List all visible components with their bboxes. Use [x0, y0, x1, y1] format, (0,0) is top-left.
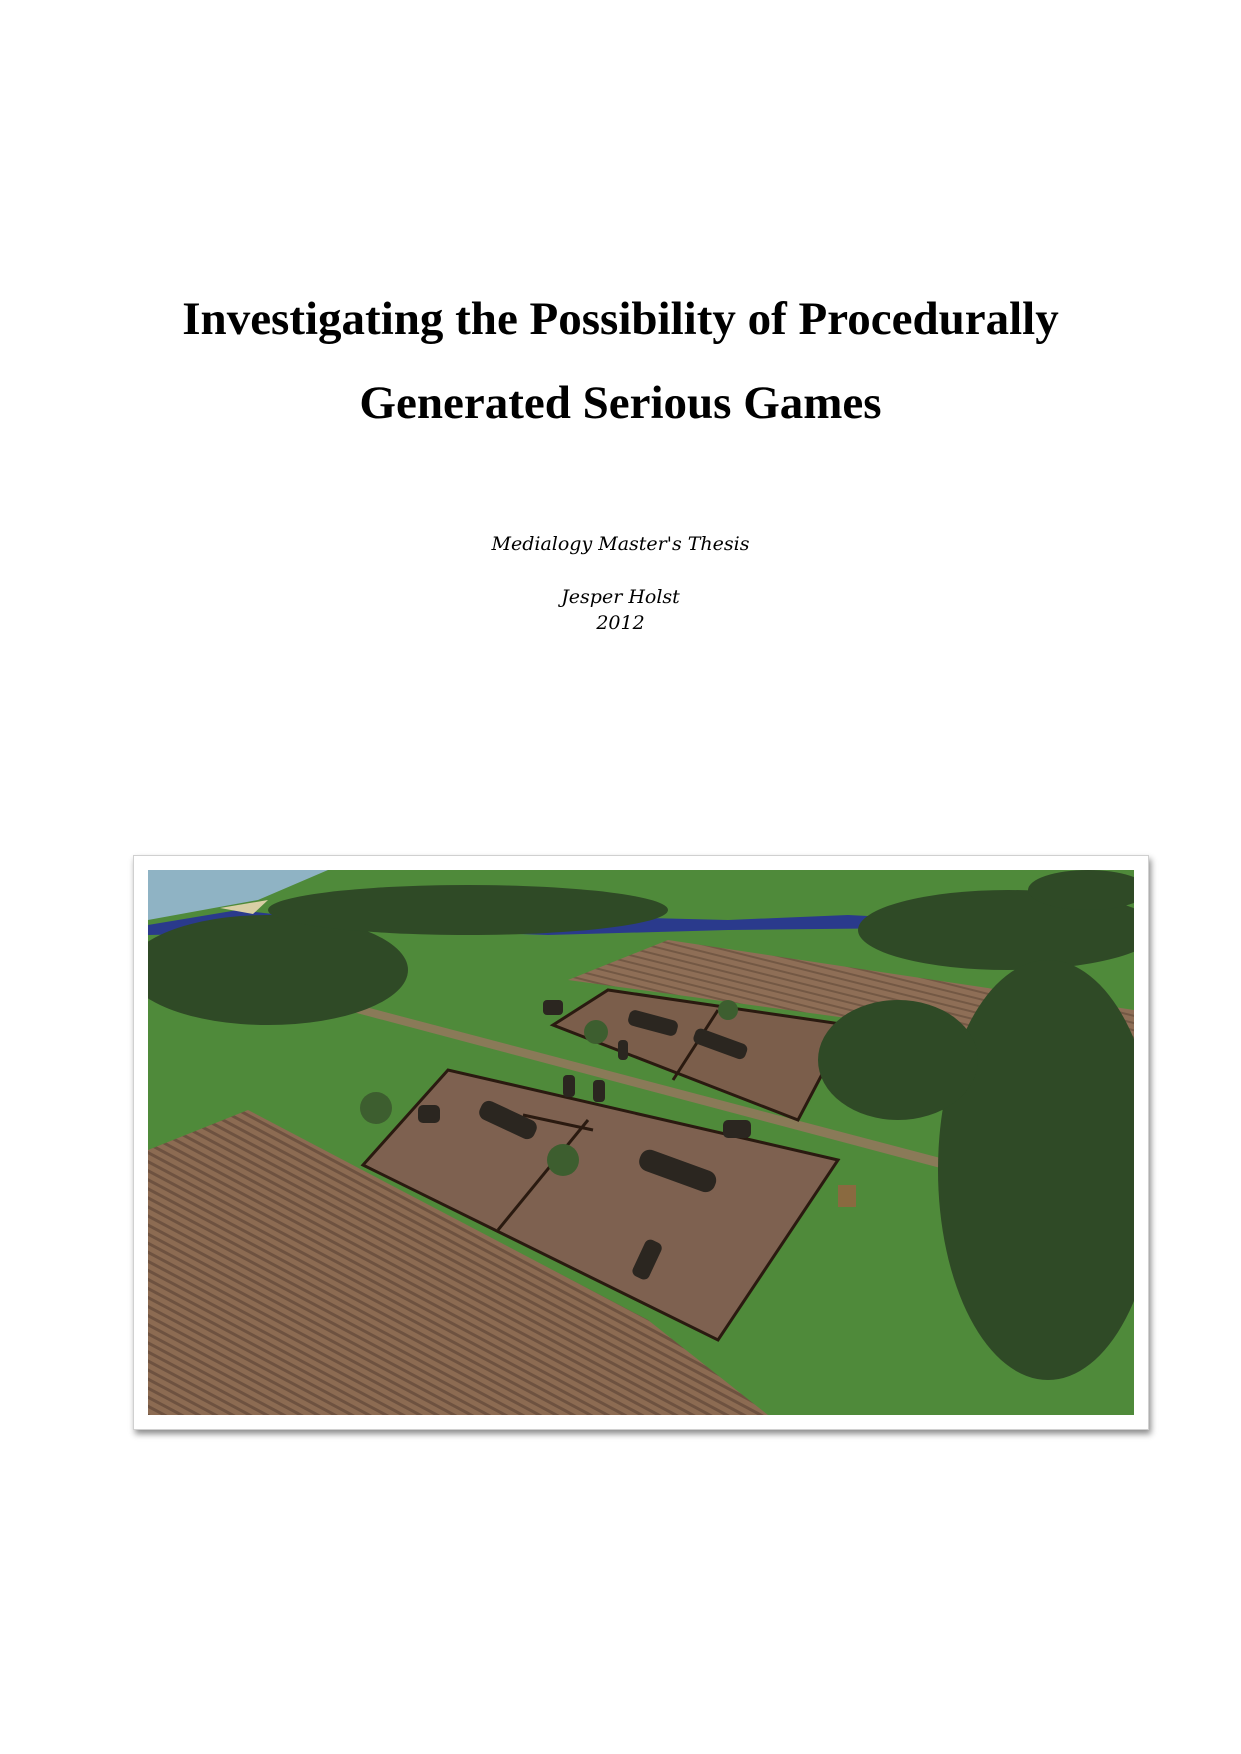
game-screenshot — [148, 870, 1134, 1415]
cover-image-frame — [133, 855, 1149, 1430]
hut — [838, 1185, 856, 1207]
title-line-1: Investigating the Possibility of Procedurally — [182, 293, 1059, 345]
year: 2012 — [596, 612, 645, 634]
title-line-2: Generated Serious Games — [359, 377, 882, 429]
subtitle: Medialogy Master's Thesis — [491, 533, 750, 555]
author: Jesper Holst — [561, 586, 680, 608]
